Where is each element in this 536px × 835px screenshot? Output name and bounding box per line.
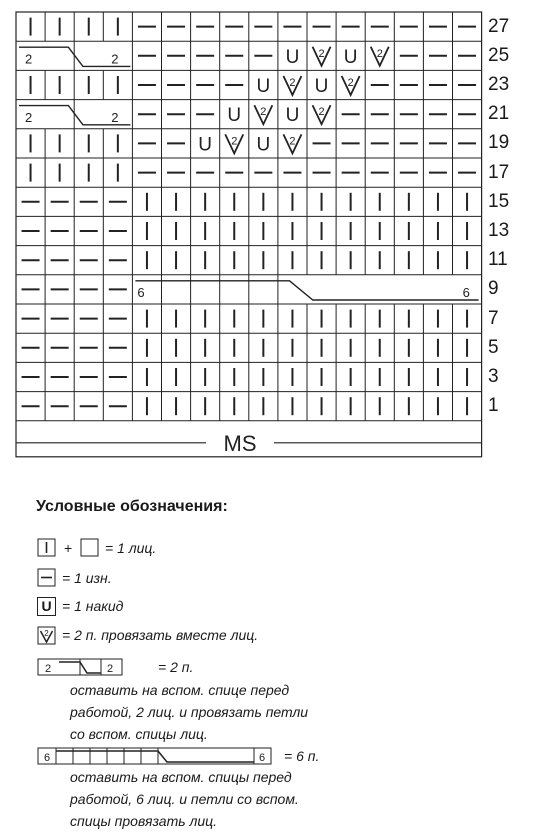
cable-2-label: 2 — [25, 109, 33, 125]
yarn-over-stitch: U — [256, 134, 271, 156]
yarn-over-stitch: U — [227, 105, 242, 127]
cable-2-label: 2 — [111, 51, 119, 67]
row-number: 27 — [488, 15, 510, 37]
cable-6-label: 6 — [137, 285, 145, 300]
legend-cable6-desc — [70, 766, 299, 832]
yarn-over-stitch: U — [198, 134, 213, 156]
row-number: 5 — [488, 336, 499, 358]
k2tog-number: 2 — [376, 47, 383, 60]
row-number: 3 — [488, 366, 499, 387]
legend-title: Условные обозначения: — [36, 498, 228, 515]
row-number: 13 — [488, 220, 510, 241]
svg-text:6: 6 — [258, 752, 266, 764]
row-number: 17 — [488, 161, 510, 183]
legend-yo-text: = 1 накид — [62, 598, 124, 614]
k2tog-number: 2 — [347, 77, 354, 89]
legend-cable6-desc-line: оставить на вспом. спицы перед — [70, 769, 292, 785]
legend-cable6-desc-line: спицы провязать лиц. — [70, 813, 218, 829]
svg-text:2: 2 — [44, 663, 52, 675]
purl-symbol-icon — [37, 568, 57, 588]
k2tog-number: 2 — [318, 106, 325, 119]
cable-6-symbol-icon — [37, 747, 277, 767]
cable-2-label: 2 — [111, 109, 119, 125]
row-number: 9 — [488, 278, 499, 300]
yarn-over-symbol-icon: U — [37, 597, 56, 616]
legend-plus: + — [64, 540, 73, 556]
row-number: 1 — [488, 395, 499, 417]
row-number: 21 — [488, 103, 510, 125]
svg-text:2: 2 — [44, 629, 49, 638]
legend-cable2-desc-line: со вспом. спицы лиц. — [70, 726, 208, 742]
yarn-over-stitch: U — [343, 46, 358, 68]
legend-purl-text: = 1 изн. — [62, 570, 112, 586]
k2tog-number: 2 — [260, 106, 267, 119]
cable-6-label: 6 — [462, 285, 470, 300]
yarn-over-stitch: U — [285, 105, 300, 127]
yarn-over-stitch: U — [256, 76, 271, 97]
k2tog-symbol-icon — [37, 626, 57, 646]
row-number: 11 — [488, 249, 508, 271]
svg-text:2: 2 — [106, 663, 114, 675]
empty-knit-symbol-icon — [80, 538, 100, 558]
legend — [0, 490, 536, 835]
row-number: 15 — [488, 190, 510, 212]
cable-2-label: 2 — [25, 51, 33, 67]
cable-2-symbol-icon — [37, 658, 125, 678]
legend-cable2-text: = 2 п. — [158, 659, 194, 675]
yarn-over-stitch: U — [285, 46, 300, 68]
legend-cable2-desc-line: оставить на вспом. спице перед — [70, 682, 290, 698]
yarn-over-stitch: U — [314, 76, 329, 97]
ms-label: MS — [223, 430, 257, 456]
k2tog-number: 2 — [318, 47, 325, 60]
row-number: 19 — [488, 132, 510, 154]
row-number: 7 — [488, 307, 499, 329]
k2tog-number: 2 — [289, 77, 296, 89]
legend-knit-text: = 1 лиц. — [105, 540, 157, 556]
k2tog-number: 2 — [289, 135, 296, 148]
legend-k2tog-text: = 2 п. провязать вместе лиц. — [62, 627, 259, 643]
row-number: 25 — [488, 44, 510, 66]
cable-6-line — [135, 281, 478, 300]
legend-cable6-text: = 6 п. — [284, 748, 320, 764]
legend-cable2-desc-line: работой, 2 лиц. и провязать петли — [70, 704, 309, 720]
legend-cable6-desc-line: работой, 6 лиц. и петли со вспом. — [70, 791, 299, 807]
svg-text:6: 6 — [43, 752, 51, 764]
k2tog-number: 2 — [231, 135, 238, 148]
legend-cable2-desc — [70, 679, 308, 745]
knit-symbol-icon — [37, 538, 57, 558]
row-number: 23 — [488, 74, 510, 95]
